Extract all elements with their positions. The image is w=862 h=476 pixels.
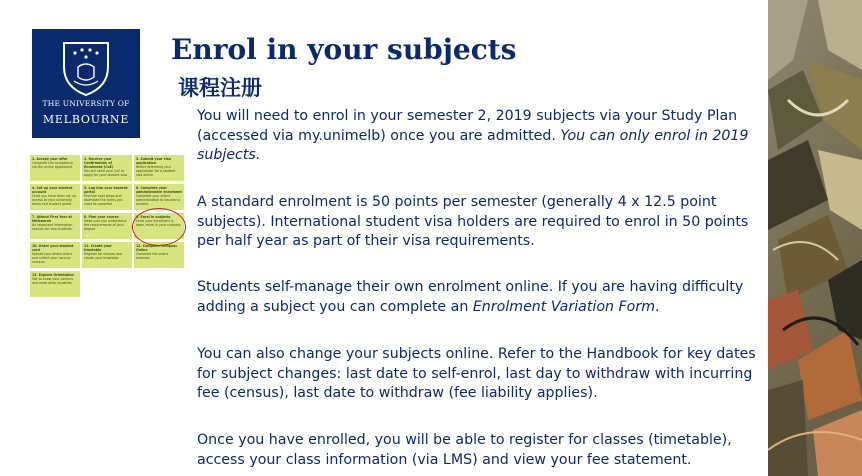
paragraph-standard-enrolment: A standard enrolment is 50 points per semester (generally 4 x 12.5 point subjects). International student visa holders are required to enrol in 50 points per half year as part of their visa requirements. [197,194,749,249]
step-title: 9. Enrol in subjects [136,215,171,219]
step-body: Complete your online administration to become a student [136,194,181,206]
paragraph-self-manage [197,278,762,317]
step-cell [30,271,80,297]
shield-crest-icon [60,37,112,97]
step-cell [82,155,132,181]
mosaic-artwork [768,0,862,476]
step-body: Once your enrolment is open, enrol in your subjects [136,219,181,227]
paragraph-text: You will need to enrol in your semester 2, 2019 subjects via your Study Plan (accessed via my.unimelb) once you are admitted. [197,108,738,144]
step-cell [82,184,132,210]
step-cell [30,213,80,239]
logo-line-2: MELBOURNE [42,113,130,126]
step-title: 4. Set up your student account [32,186,73,194]
paragraph-text-end: . [655,298,660,315]
step-title: 2. Receive your Confirmation of Enrolment (CoE) [84,157,114,169]
step-title: 5. Log into your student portal [84,186,128,194]
step-title: 6. Complete your administrative enrolment [136,186,182,194]
step-cell [134,155,184,181]
step-body: Once you have been set up access to your university email and student portal [32,194,76,206]
step-title: 13. Explore Orientation [32,273,74,277]
step-body: Complete the online modules [136,252,169,260]
paragraph-text: Students self-manage their own enrolment online. If you are having difficulty adding a subject you can complete an [197,279,744,315]
step-body: An important information session for new students [32,223,73,231]
step-cell [30,155,80,181]
step-body: Complete the acceptance via the online agreement [32,161,73,169]
step-title: 8. Plan your course [84,215,119,219]
logo-line-1: THE UNIVERSITY OF [42,99,130,108]
step-cell [134,184,184,210]
step-title: 11. Create your timetable [84,244,112,252]
paragraph-emphasis: You can only enrol in 2019 subjects. [197,127,749,163]
step-body: Register for classes and create your timetable [84,252,123,260]
step-title: 12. Complete Compass Online [136,244,178,252]
enrolment-variation-form: Enrolment Variation Form [472,298,656,315]
step-cell [82,242,132,268]
step-body: Find the next steps and download the forms you need to complete [84,194,123,206]
step-body: Make sure you understand the requirements of your degree [84,219,127,231]
step-body: Upload your photo online and collect your card on campus [32,252,73,264]
step-cell [30,242,80,268]
highlight-ring [132,208,186,246]
paragraph-study-plan [197,107,762,166]
step-title: 3. Submit your visa application [136,157,171,165]
step-title: 7. Attend First Year at Melbourne [32,215,72,223]
step-cell [82,213,132,239]
step-cell [30,184,80,210]
step-body: Get to know your campus and meet other students [32,277,74,285]
step-title: 1. Accept your offer [32,157,68,161]
paragraph-after-enrolment: Once you have enrolled, you will be able to register for classes (timetable), access your class information (via LMS) and view your fee statement. [197,432,732,468]
university-logo [32,29,140,138]
step-title: 10. Order your student card [32,244,74,252]
page-subtitle: 课程注册 [178,76,262,100]
page-title: Enrol in your subjects [171,33,517,66]
mosaic-photo [768,0,862,476]
step-body: You will need your CoE to apply for your student visa [84,169,127,177]
step-body: Before attending your application for a student visa online [136,165,176,177]
paragraph-change-subjects: You can also change your subjects online. Refer to the Handbook for key dates for subject changes: last date to self-enrol, last day to withdraw with incurring fee (census), last date to withdraw (fee liability applies). [197,346,756,401]
